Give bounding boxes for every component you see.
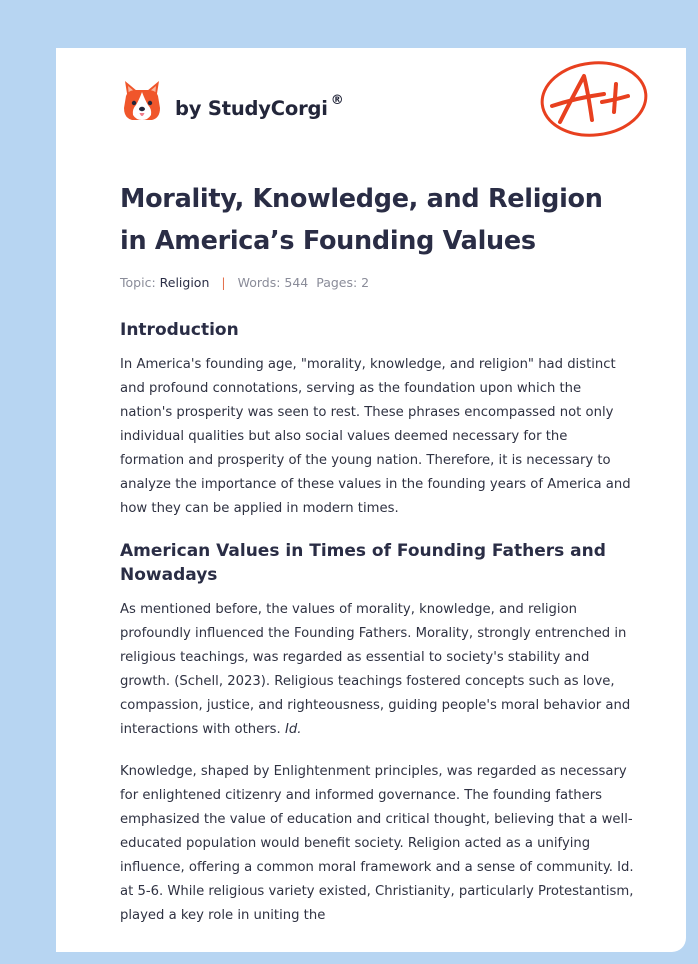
citation-id: Id. xyxy=(284,722,302,737)
paragraph: As mentioned before, the values of morality, knowledge, and religion profoundly influenced the Founding Fathers. Morality, strongly entrenched in religious teachings, was regarded as essential to society's stability and growth. (Schell, 2023). Religious teachings fostered concepts such as love, compassion, justice, and righteousness, guiding people's moral behavior and interactions with others. Id. xyxy=(120,602,631,737)
page-count: Pages: 2 xyxy=(316,275,370,290)
registered-mark: ® xyxy=(330,92,344,108)
document-page xyxy=(56,48,686,952)
a-plus-grade-icon xyxy=(538,58,650,140)
brand-name: by StudyCorgi ® xyxy=(175,92,344,120)
essay-title: Morality, Knowledge, and Religion in America’s Founding Values xyxy=(120,184,603,256)
section-heading-introduction: Introduction xyxy=(120,320,239,340)
section-heading-american-values: American Values in Times of Founding Fathers and Nowadays xyxy=(120,541,606,585)
essay-content xyxy=(120,178,634,928)
paragraph: In America's founding age, "morality, knowledge, and religion" had distinct and profound connotations, serving as the foundation upon which the nation's prosperity was seen to rest. These phrases encompassed not only individual qualities but also social values deemed necessary for the formation and prosperity of the young nation. Therefore, it is necessary to analyze the importance of these values in the founding years of America and how they can be applied in modern times. xyxy=(120,357,631,516)
meta-separator: | xyxy=(221,275,226,290)
paragraph: Knowledge, shaped by Enlightenment principles, was regarded as necessary for enlightened citizenry and informed governance. The founding fathers emphasized the value of education and critical thought, believing that a well-educated population would benefit society. Religion acted as a unifying influence, offering a common moral framework and a sense of community. Id. at 5-6. While religious variety existed, Christianity, particularly Protestantism, played a key role in uniting the xyxy=(120,764,634,923)
essay-meta xyxy=(120,275,634,293)
word-count: Words: 544 xyxy=(237,275,309,290)
topic-link[interactable]: Religion xyxy=(159,275,210,290)
corgi-logo-icon xyxy=(122,78,162,124)
studycorgi-logo[interactable] xyxy=(122,76,344,126)
topic-label: Topic: xyxy=(120,275,156,290)
